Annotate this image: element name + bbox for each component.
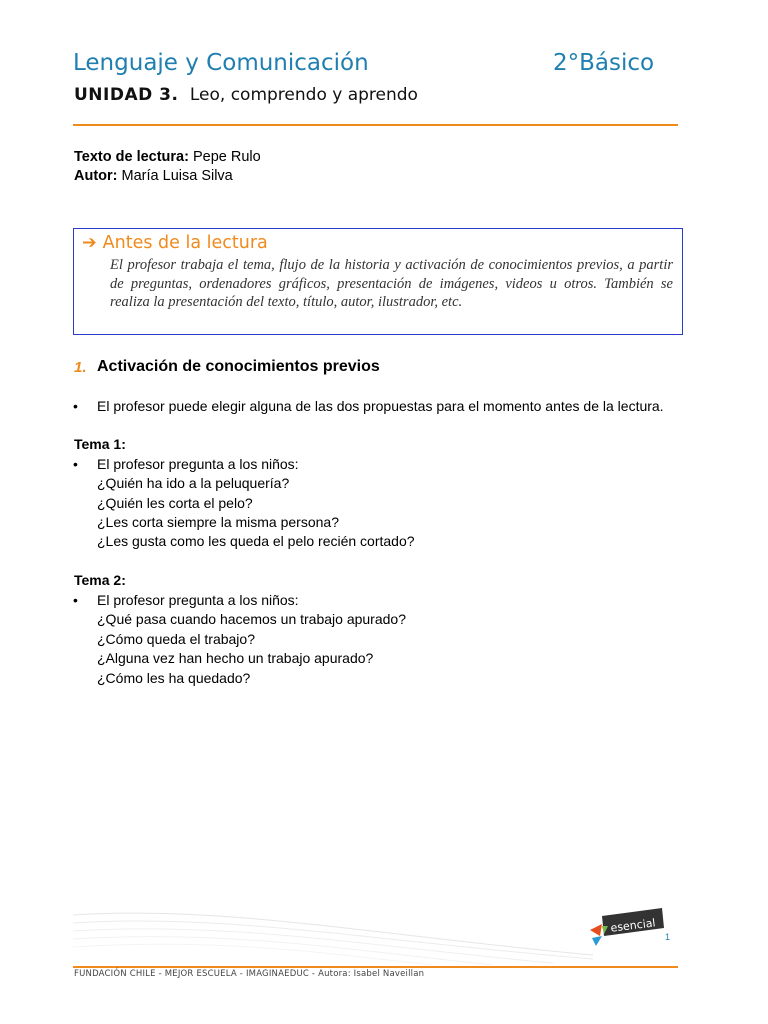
grade-title: 2°Básico	[553, 50, 655, 76]
reading-text-label: Texto de lectura:	[74, 149, 189, 165]
logo-text: esencial	[609, 916, 657, 935]
tema2-question: ¿Qué pasa cuando hacemos un trabajo apurado?	[97, 611, 406, 627]
section-title: Activación de conocimientos previos	[97, 358, 380, 375]
tema1-lead: El profesor pregunta a los niños:	[97, 456, 299, 472]
footer-credits: FUNDACIÓN CHILE - MEJOR ESCUELA - IMAGINAEDUC - Autora: Isabel Naveillan	[74, 969, 425, 979]
subject-title: Lenguaje y Comunicación	[73, 50, 369, 76]
tema2-label: Tema 2:	[74, 572, 126, 588]
tema2-question: ¿Alguna vez han hecho un trabajo apurado?	[97, 650, 374, 666]
tema1-question: ¿Les gusta como les queda el pelo recién cortado?	[97, 533, 415, 549]
bullet-icon: •	[73, 592, 78, 608]
unit-heading	[74, 85, 418, 105]
before-reading-text: El profesor trabaja el tema, flujo de la historia y activación de conocimientos previos, a partir de preguntas, ordenadores gráficos, presentación de imágenes, videos u otros. También se realiza la presentación del texto, título, autor, ilustrador, etc.	[110, 257, 673, 310]
author-line	[74, 168, 233, 184]
header-divider	[73, 124, 678, 126]
tema2-question: ¿Cómo les ha quedado?	[97, 670, 251, 686]
author-value: María Luisa Silva	[121, 168, 233, 184]
section-intro: El profesor puede elegir alguna de las dos propuestas para el momento antes de la lectura.	[97, 398, 664, 414]
esencial-logo	[588, 906, 666, 948]
reading-text-line	[74, 149, 261, 165]
bullet-icon: •	[73, 456, 78, 472]
tema2-lead: El profesor pregunta a los niños:	[97, 592, 299, 608]
tema1-question: ¿Quién ha ido a la peluquería?	[97, 475, 290, 491]
unit-title: Leo, comprendo y aprendo	[189, 85, 418, 105]
tema1-question: ¿Les corta siempre la misma persona?	[97, 514, 339, 530]
section-number: 1.	[74, 359, 87, 376]
author-label: Autor:	[74, 168, 118, 184]
arrow-right-icon: ➔	[82, 233, 97, 253]
page-number: 1	[665, 932, 671, 942]
tema2-question: ¿Cómo queda el trabajo?	[97, 631, 255, 647]
tema1-question: ¿Quién les corta el pelo?	[97, 495, 253, 511]
unit-label: UNIDAD 3.	[74, 85, 179, 105]
footer-divider	[73, 966, 678, 968]
tema1-label: Tema 1:	[74, 436, 126, 452]
reading-text-value: Pepe Rulo	[192, 149, 261, 165]
before-reading-heading	[82, 233, 268, 253]
before-reading-title: Antes de la lectura	[102, 233, 268, 253]
bullet-icon: •	[73, 398, 78, 414]
decorative-waves	[73, 905, 593, 965]
